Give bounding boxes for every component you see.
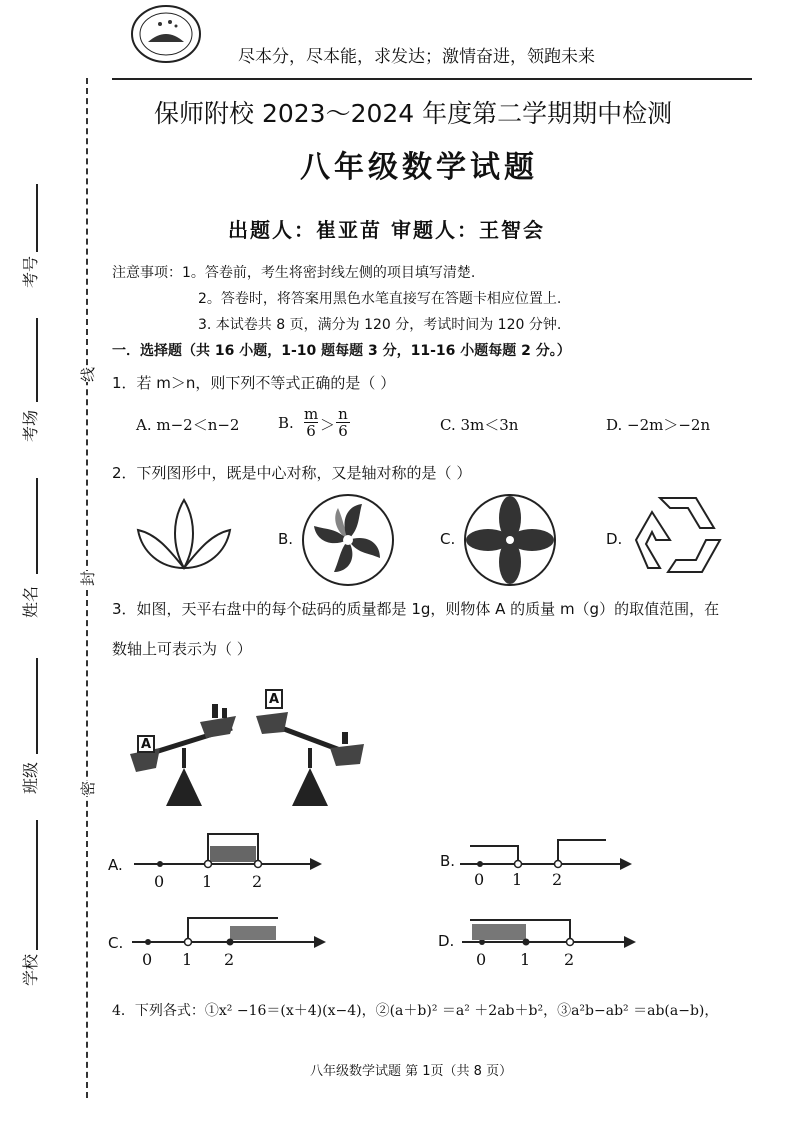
q1-b-den1: 6 <box>306 422 316 440</box>
school-title: 保师附校 2023～2024 年度第二学期期中检测 <box>154 99 673 128</box>
q2-option-b: B. <box>278 530 294 548</box>
q2-option-d: D. <box>606 530 623 548</box>
q1-b-op: ＞ <box>320 416 336 434</box>
notice-3: 3. 本试卷共 8 页，满分为 120 分，考试时间为 120 分钟. <box>198 317 562 333</box>
line-a-tick-0: 0 <box>154 872 165 891</box>
q1-option-d: D. −2m＞−2n <box>606 416 711 434</box>
seal-char-line: 线 <box>75 367 100 382</box>
line-b-tick-1: 1 <box>512 870 523 889</box>
page-footer: 八年级数学试题 第 1页（共 8 页） <box>310 1064 513 1079</box>
seal-char-seal: 封 <box>75 571 100 586</box>
q1-b-num2: n <box>336 406 350 423</box>
q1-b-frac2 <box>336 406 350 439</box>
motto: 尽本分，尽本能，求发达；激情奋进，领跑未来 <box>238 47 595 67</box>
q3-option-d: D. <box>438 932 455 950</box>
notice-1: 注意事项：1。答卷前，考生将密封线左侧的项目填写清楚. <box>112 265 476 281</box>
school-label: 学校 <box>21 953 40 986</box>
exam-room-label: 考场 <box>21 409 40 442</box>
line-d-tick-0: 0 <box>476 950 487 969</box>
line-c-tick-1: 1 <box>182 950 193 969</box>
line-a-tick-1: 1 <box>202 872 213 891</box>
q1-b-num1: m <box>304 405 319 423</box>
balance-left <box>126 688 242 810</box>
q1-b-label: B. <box>278 414 294 432</box>
q4-stem: 4．下列各式：①x² −16＝(x＋4)(x−4)，②(a＋b)² ＝a² ＋2ab＋b²，③a²b−ab² ＝ab(a−b)， <box>112 1003 719 1019</box>
q3-option-c: C. <box>108 934 124 952</box>
line-a-tick-2: 2 <box>252 872 263 891</box>
q1-option-c: C. 3m＜3n <box>440 416 519 434</box>
name-label: 姓名 <box>21 585 40 618</box>
name-line <box>36 478 38 574</box>
header-rule <box>112 78 752 80</box>
number-line-d <box>462 914 642 974</box>
line-c-tick-2: 2 <box>224 950 235 969</box>
exam-room-line <box>36 318 38 402</box>
authors: 出题人：崔亚苗 审题人：王智会 <box>228 218 545 242</box>
seal-dashed-line <box>86 78 88 1098</box>
q2-option-c: C. <box>440 530 456 548</box>
number-line-b <box>460 832 640 894</box>
clover-figure <box>462 492 558 592</box>
section-title: 一．选择题（共 16 小题，1-10 题每题 3 分，11-16 小题每题 2 分。） <box>112 343 571 359</box>
seal-char-secret: 密 <box>75 781 100 796</box>
balance-left-object-label: A <box>141 737 152 752</box>
exam-no-label: 考号 <box>21 255 40 288</box>
q1-stem: 1．若 m＞n，则下列不等式正确的是（ ） <box>112 374 396 392</box>
line-b-tick-0: 0 <box>474 870 485 889</box>
q1-option-a: A. m−2＜n−2 <box>136 416 240 434</box>
number-line-a <box>134 828 324 894</box>
q3-option-a: A. <box>108 856 123 874</box>
notice-2: 2。答卷时，将答案用黑色水笔直接写在答题卡相应位置上. <box>198 291 562 307</box>
line-d-tick-2: 2 <box>564 950 575 969</box>
class-label: 班级 <box>21 761 40 794</box>
recycle-figure <box>630 494 726 584</box>
school-line <box>36 820 38 950</box>
q2-stem: 2．下列图形中，既是中心对称，又是轴对称的是（ ） <box>112 464 472 482</box>
exam-no-line <box>36 184 38 252</box>
line-c-tick-0: 0 <box>142 950 153 969</box>
exam-title: 八年级数学试题 <box>300 150 538 185</box>
q3-option-b: B. <box>440 852 456 870</box>
balance-right <box>252 686 368 810</box>
q3-stem-line2: 数轴上可表示为（ ） <box>112 640 252 658</box>
q3-stem-line1: 3．如图，天平右盘中的每个砝码的质量都是 1g，则物体 A 的质量 m（g）的取值范围，在 <box>112 600 720 618</box>
bauhinia-figure <box>300 492 396 592</box>
q1-b-den2: 6 <box>338 422 348 440</box>
school-logo <box>130 4 202 64</box>
q1-b-frac1 <box>304 406 318 439</box>
line-b-tick-2: 2 <box>552 870 563 889</box>
line-d-tick-1: 1 <box>520 950 531 969</box>
class-line <box>36 658 38 754</box>
number-line-c <box>132 912 332 974</box>
balance-right-object-label: A <box>269 692 280 707</box>
lotus-figure <box>134 496 234 580</box>
